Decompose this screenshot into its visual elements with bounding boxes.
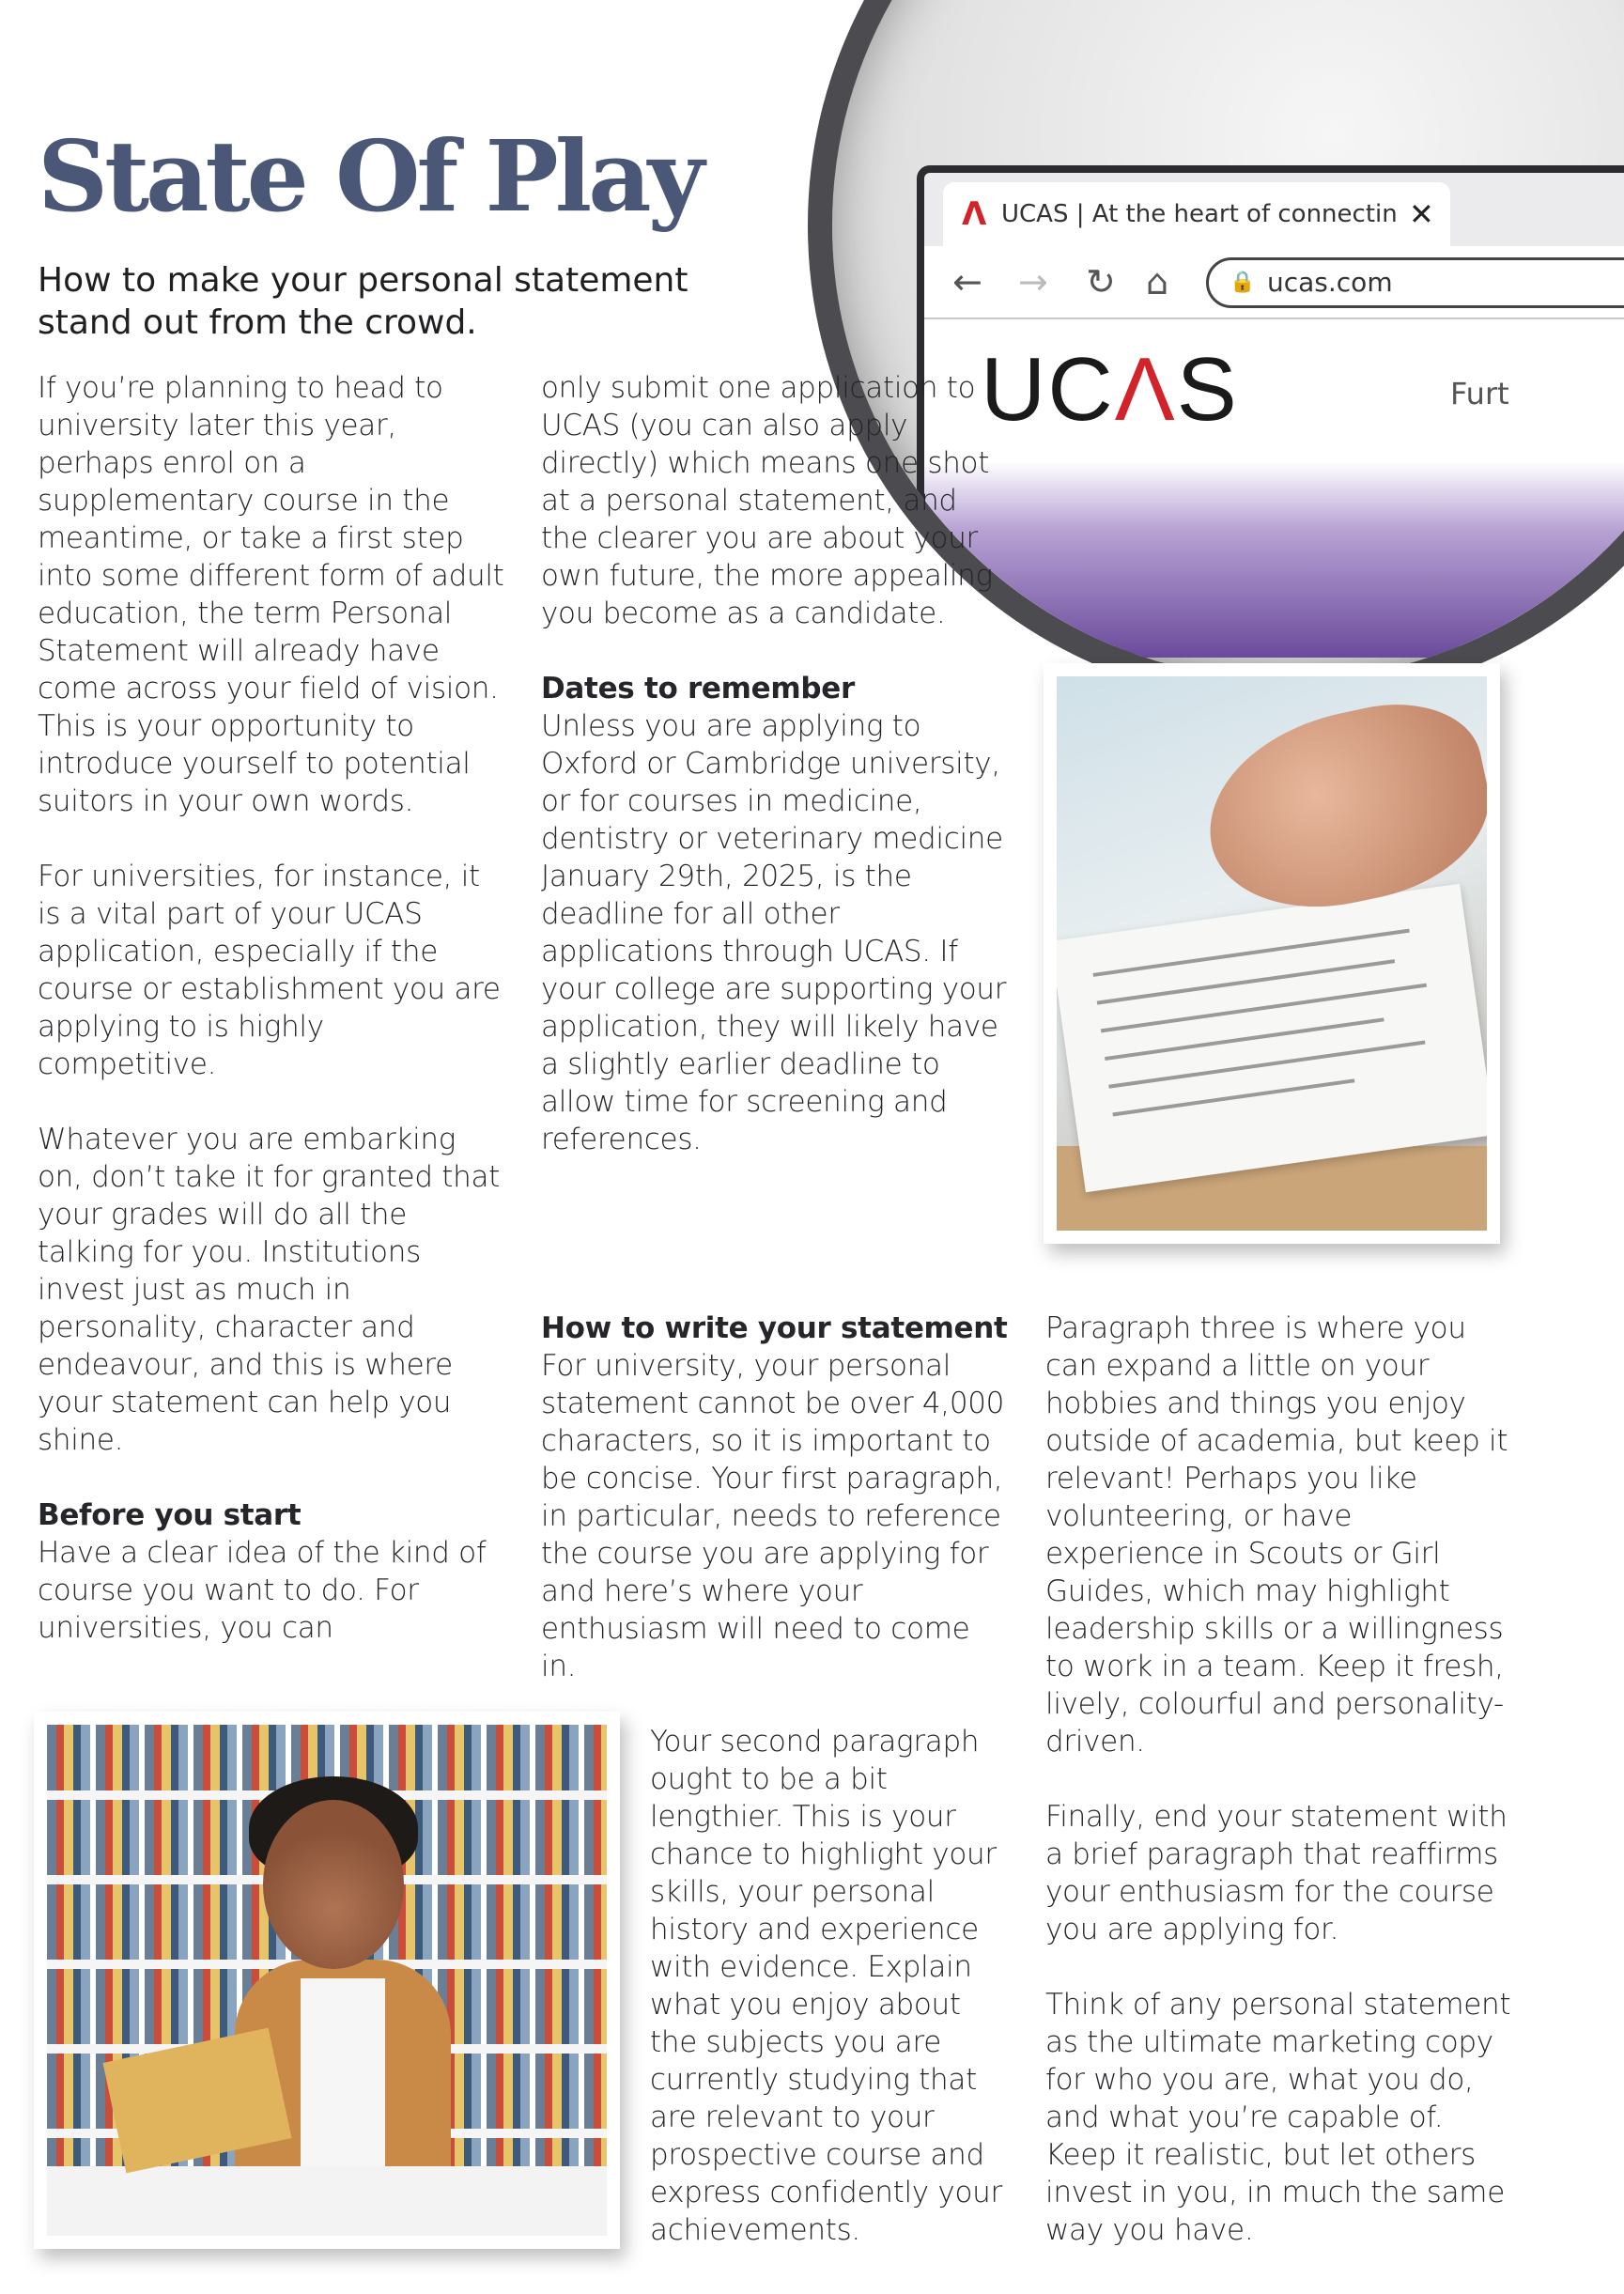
column-2 bbox=[541, 369, 1011, 1158]
paragraph: Finally, end your statement with a brief paragraph that reaffirms your enthusiasm for the course you are applying for. bbox=[1045, 1800, 1508, 1946]
column-1 bbox=[38, 369, 507, 1647]
section-text: For university, your personal statement cannot be over 4,000 characters, so it is important to be concise. Your first paragraph, in particular, needs to reference the course you are applying for and here’s where your enthusiasm will need to come in. bbox=[541, 1349, 1005, 1683]
browser-toolbar bbox=[924, 246, 1624, 319]
section-heading: How to write your statement bbox=[541, 1311, 1008, 1345]
paragraph: Paragraph three is where you can expand a little on your hobbies and things you enjoy outside of academia, but keep it relevant! Perhaps you like volunteering, or have experience in Scouts or Girl Guides, which may highlight leadership skills or a willingness to work in a team. Keep it fresh, lively, colourful and personality-driven. bbox=[1045, 1311, 1508, 1759]
paragraph: For universities, for instance, it is a vital part of your UCAS application, especially if the course or establishment you are applying to is highly competitive. bbox=[38, 860, 501, 1081]
close-icon: ✕ bbox=[1409, 196, 1434, 232]
logo-uc: UC bbox=[981, 339, 1115, 440]
before-start-section bbox=[38, 1496, 507, 1647]
logo-a: Λ bbox=[1114, 339, 1177, 440]
page-title: State Of Play bbox=[38, 118, 702, 234]
reload-icon: ↻ bbox=[1086, 261, 1116, 302]
forward-icon: → bbox=[1018, 261, 1048, 302]
back-icon: ← bbox=[952, 261, 982, 302]
url-text: ucas.com bbox=[1267, 267, 1393, 298]
dates-section bbox=[541, 670, 1011, 1158]
ucas-logo bbox=[981, 338, 1239, 442]
tab-title: UCAS | At the heart of connectin bbox=[1001, 200, 1398, 228]
lock-icon: 🔒 bbox=[1230, 271, 1256, 294]
paragraph: Whatever you are embarking on, don’t take it for granted that your grades will do all the talking for you. Institutions invest just as much in personality, character and endeavour, and this is where your statement can help you shine. bbox=[38, 1123, 501, 1457]
paragraph: Think of any personal statement as the ultimate marketing copy for who you are, what you do, and what you’re capable of. Keep it realistic, but let others invest in you, in much the same way you have. bbox=[1045, 1988, 1511, 2247]
paragraph: If you’re planning to head to university later this year, perhaps enrol on a supplementary course in the meantime, or take a first step into some different form of adult education, the term Personal Statement will already have come across your field of vision. This is your opportunity to introduce yourself to potential suitors in your own words. bbox=[38, 371, 504, 818]
how-to-section bbox=[541, 1310, 1011, 1685]
browser-window bbox=[917, 165, 1624, 654]
section-text: Unless you are applying to Oxford or Cambridge university, or for courses in medicine, dentistry or veterinary medicine January 29th, 2025, is the deadline for all other applications through UCAS. If your college are supporting your application, they will likely have a slightly earlier deadline to allow time for screening and references. bbox=[541, 709, 1007, 1156]
paragraph: only submit one application to UCAS (you can also apply directly) which means one shot at a personal statement, and the clearer you are about your own future, the more appealing you become as a candidate. bbox=[541, 371, 993, 630]
student-photo bbox=[34, 1712, 620, 2249]
url-bar bbox=[1206, 257, 1624, 308]
paragraph: Your second paragraph ought to be a bit lengthier. This is your chance to highlight your skills, your personal history and experience with evidence. Explain what you enjoy about the subjects you are currently studying that are relevant to your prospective course and express confidently your achievements. bbox=[650, 1725, 1002, 2247]
browser-tab bbox=[943, 182, 1450, 246]
section-heading: Dates to remember bbox=[541, 672, 855, 705]
laptop-photo bbox=[1044, 663, 1500, 1244]
nav-link: Furt bbox=[1450, 376, 1509, 411]
section-text: Have a clear idea of the kind of course you want to do. For universities, you can bbox=[38, 1536, 487, 1645]
column-second-paragraph bbox=[650, 1723, 1007, 2249]
section-heading: Before you start bbox=[38, 1498, 302, 1532]
home-icon: ⌂ bbox=[1146, 261, 1169, 302]
column-2-lower bbox=[541, 1310, 1011, 1685]
ucas-page bbox=[924, 319, 1624, 658]
column-3 bbox=[1045, 1310, 1515, 2249]
subtitle: How to make your personal statement stand out from the crowd. bbox=[38, 261, 688, 342]
ucas-tab-icon: Λ bbox=[962, 195, 987, 233]
logo-s: S bbox=[1176, 339, 1239, 440]
